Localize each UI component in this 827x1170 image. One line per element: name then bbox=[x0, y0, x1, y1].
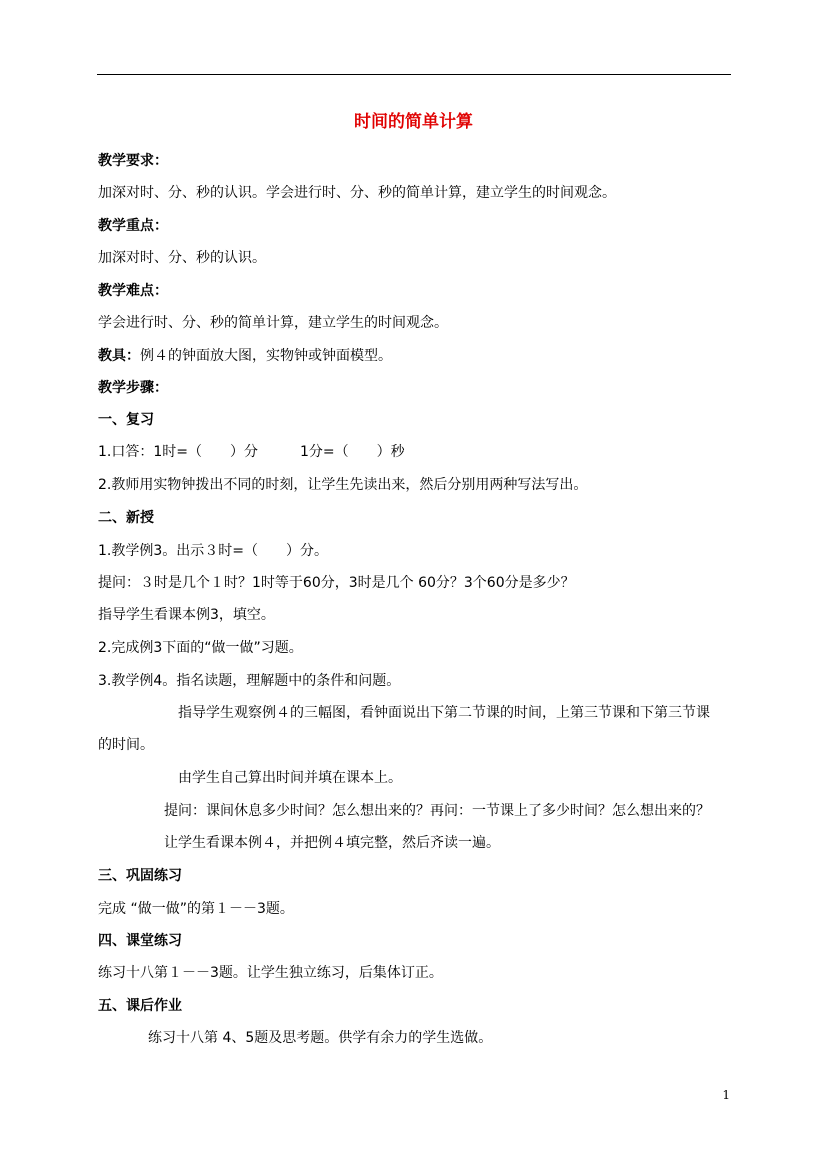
section-2-item-1-question: 提问：３时是几个１时？1时等于60分，3时是几个 60分？3个60分是多少？ bbox=[98, 575, 575, 591]
section-1-item-2: 2.教师用实物钟拨出不同的时刻，让学生先读出来，然后分别用两种写法写出。 bbox=[98, 477, 588, 493]
section-2-item-3: 3.教学例4。指名读题，理解题中的条件和问题。 bbox=[98, 673, 401, 689]
section-3-heading: 三、巩固练习 bbox=[98, 868, 182, 884]
section-2-item-1-guide: 指导学生看课本例3，填空。 bbox=[98, 607, 275, 623]
tools-label: 教具： bbox=[98, 348, 140, 364]
section-2-heading: 二、新授 bbox=[98, 510, 154, 526]
page-number: 1 bbox=[722, 1088, 730, 1102]
requirements-heading: 教学要求： bbox=[98, 153, 168, 169]
steps-heading: 教学步骤： bbox=[98, 380, 168, 396]
section-3-text: 完成 “做一做”的第１－－3题。 bbox=[98, 901, 294, 917]
requirements-text: 加深对时、分、秒的认识。学会进行时、分、秒的简单计算，建立学生的时间观念。 bbox=[98, 185, 616, 201]
section-2-item-3-paragraph-4: 让学生看课本例４，并把例４填完整，然后齐读一遍。 bbox=[164, 835, 500, 851]
section-1-heading: 一、复习 bbox=[98, 412, 154, 428]
header-rule bbox=[97, 74, 731, 75]
key-points-heading: 教学重点： bbox=[98, 218, 168, 234]
section-2-item-3-paragraph-2: 由学生自己算出时间并填在课本上。 bbox=[178, 770, 402, 786]
section-2-item-3-paragraph-1-cont: 的时间。 bbox=[98, 737, 154, 753]
tools-text: 例４的钟面放大图，实物钟或钟面模型。 bbox=[140, 348, 392, 364]
section-2-item-2: 2.完成例3下面的“做一做”习题。 bbox=[98, 640, 303, 656]
section-4-heading: 四、课堂练习 bbox=[98, 933, 182, 949]
section-1-item-1: 1.口答：1时=（ ）分 1分=（ ）秒 bbox=[98, 444, 405, 460]
section-2-item-3-paragraph-1: 指导学生观察例４的三幅图，看钟面说出下第二节课的时间，上第三节课和下第三节课 bbox=[178, 705, 710, 721]
section-5-heading: 五、课后作业 bbox=[98, 998, 182, 1014]
section-2-item-3-paragraph-3: 提问：课间休息多少时间？怎么想出来的？再问：一节课上了多少时间？怎么想出来的？ bbox=[164, 803, 710, 819]
tools-line bbox=[98, 345, 392, 367]
difficulties-heading: 教学难点： bbox=[98, 283, 168, 299]
document-title: 时间的简单计算 bbox=[354, 112, 473, 132]
difficulties-text: 学会进行时、分、秒的简单计算，建立学生的时间观念。 bbox=[98, 315, 448, 331]
section-4-text: 练习十八第１－－3题。让学生独立练习，后集体订正。 bbox=[98, 965, 443, 981]
section-5-text: 练习十八第 4、5题及思考题。供学有余力的学生选做。 bbox=[148, 1030, 493, 1046]
key-points-text: 加深对时、分、秒的认识。 bbox=[98, 250, 266, 266]
section-2-item-1: 1.教学例3。出示３时=（ ）分。 bbox=[98, 543, 328, 559]
